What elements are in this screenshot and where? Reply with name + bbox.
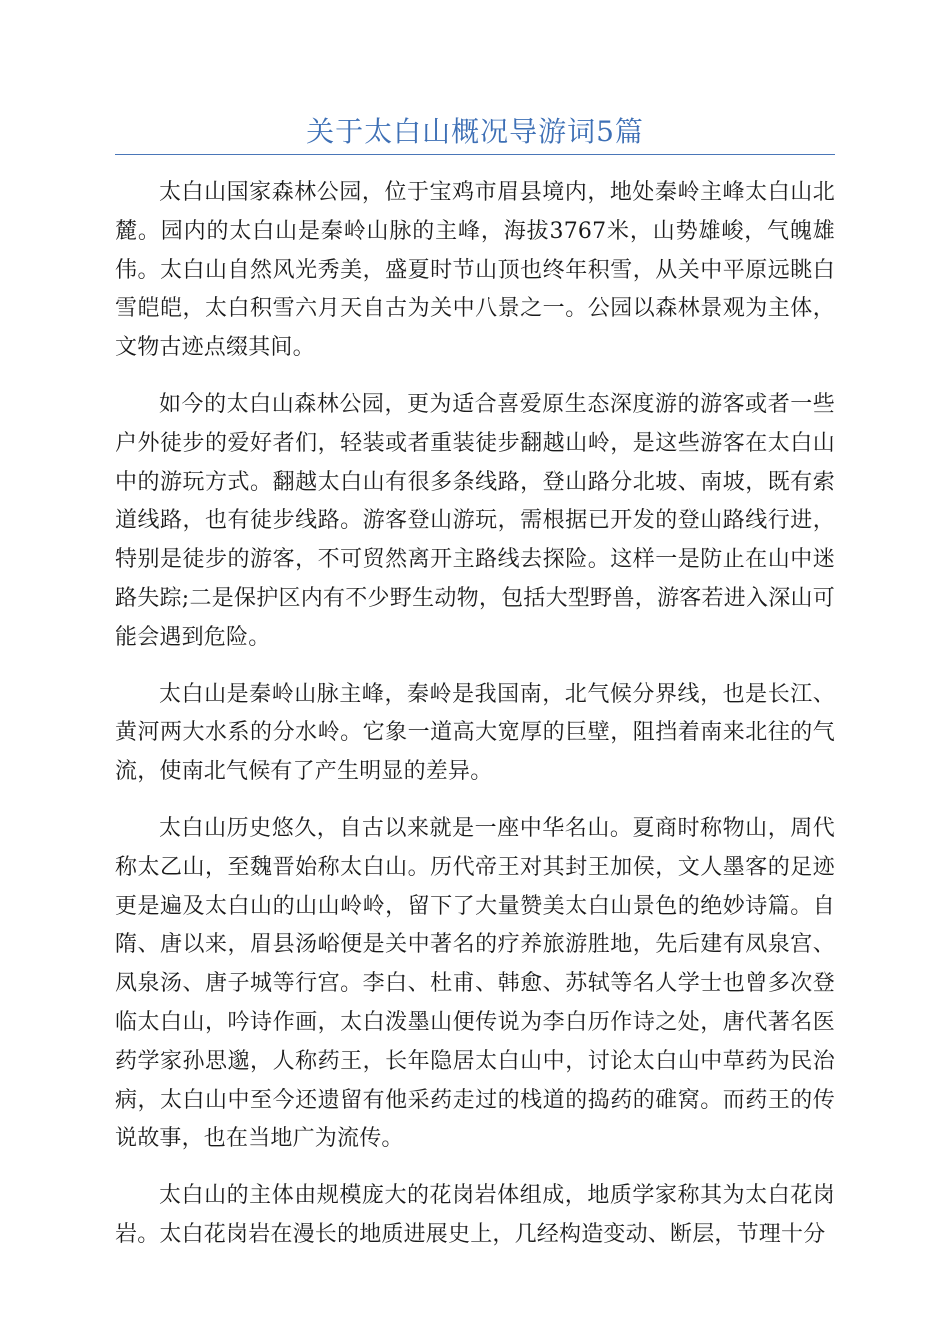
document-title: 关于太白山概况导游词5篇 xyxy=(306,115,644,148)
document-body xyxy=(115,174,835,1273)
paragraph: 太白山的主体由规模庞大的花岗岩体组成，地质学家称其为太白花岗岩。太白花岗岩在漫长的地质进展史上，几经构造变动、断层，节理十分 xyxy=(115,1183,835,1247)
title-underline xyxy=(115,154,835,155)
paragraph: 太白山国家森林公园，位于宝鸡市眉县境内，地处秦岭主峰太白山北麓。园内的太白山是秦岭山脉的主峰，海拔3767米，山势雄峻，气魄雄伟。太白山自然风光秀美，盛夏时节山顶也终年积雪，从关中平原远眺白雪皑皑，太白积雪六月天自古为关中八景之一。公园以森林景观为主体，文物古迹点缀其间。 xyxy=(115,180,835,361)
paragraph: 太白山是秦岭山脉主峰，秦岭是我国南，北气候分界线，也是长江、黄河两大水系的分水岭。它象一道高大宽厚的巨壁，阻挡着南来北往的气流，使南北气候有了产生明显的差异。 xyxy=(115,681,835,785)
paragraph: 太白山历史悠久，自古以来就是一座中华名山。夏商时称物山，周代称太乙山，至魏晋始称太白山。历代帝王对其封王加侯，文人墨客的足迹更是遍及太白山的山山岭岭，留下了大量赞美太白山景色的绝妙诗篇。自隋、唐以来，眉县汤峪便是关中著名的疗养旅游胜地，先后建有凤泉宫、凤泉汤、唐子城等行宫。李白、杜甫、韩愈、苏轼等名人学士也曾多次登临太白山，吟诗作画，太白泼墨山便传说为李白历作诗之处，唐代著名医药学家孙思邈，人称药王，长年隐居太白山中，讨论太白山中草药为民治病，太白山中至今还遗留有他采药走过的栈道的捣药的碓窝。而药王的传说故事，也在当地广为流传。 xyxy=(115,815,835,1152)
paragraph: 如今的太白山森林公园，更为适合喜爱原生态深度游的游客或者一些户外徒步的爱好者们，轻装或者重装徒步翻越山岭，是这些游客在太白山中的游玩方式。翻越太白山有很多条线路，登山路分北坡、南坡，既有索道线路，也有徒步线路。游客登山游玩，需根据已开发的登山路线行进，特别是徒步的游客，不可贸然离开主路线去探险。这样一是防止在山中迷路失踪;二是保护区内有不少野生动物，包括大型野兽，游客若进入深山可能会遇到危险。 xyxy=(115,391,835,650)
